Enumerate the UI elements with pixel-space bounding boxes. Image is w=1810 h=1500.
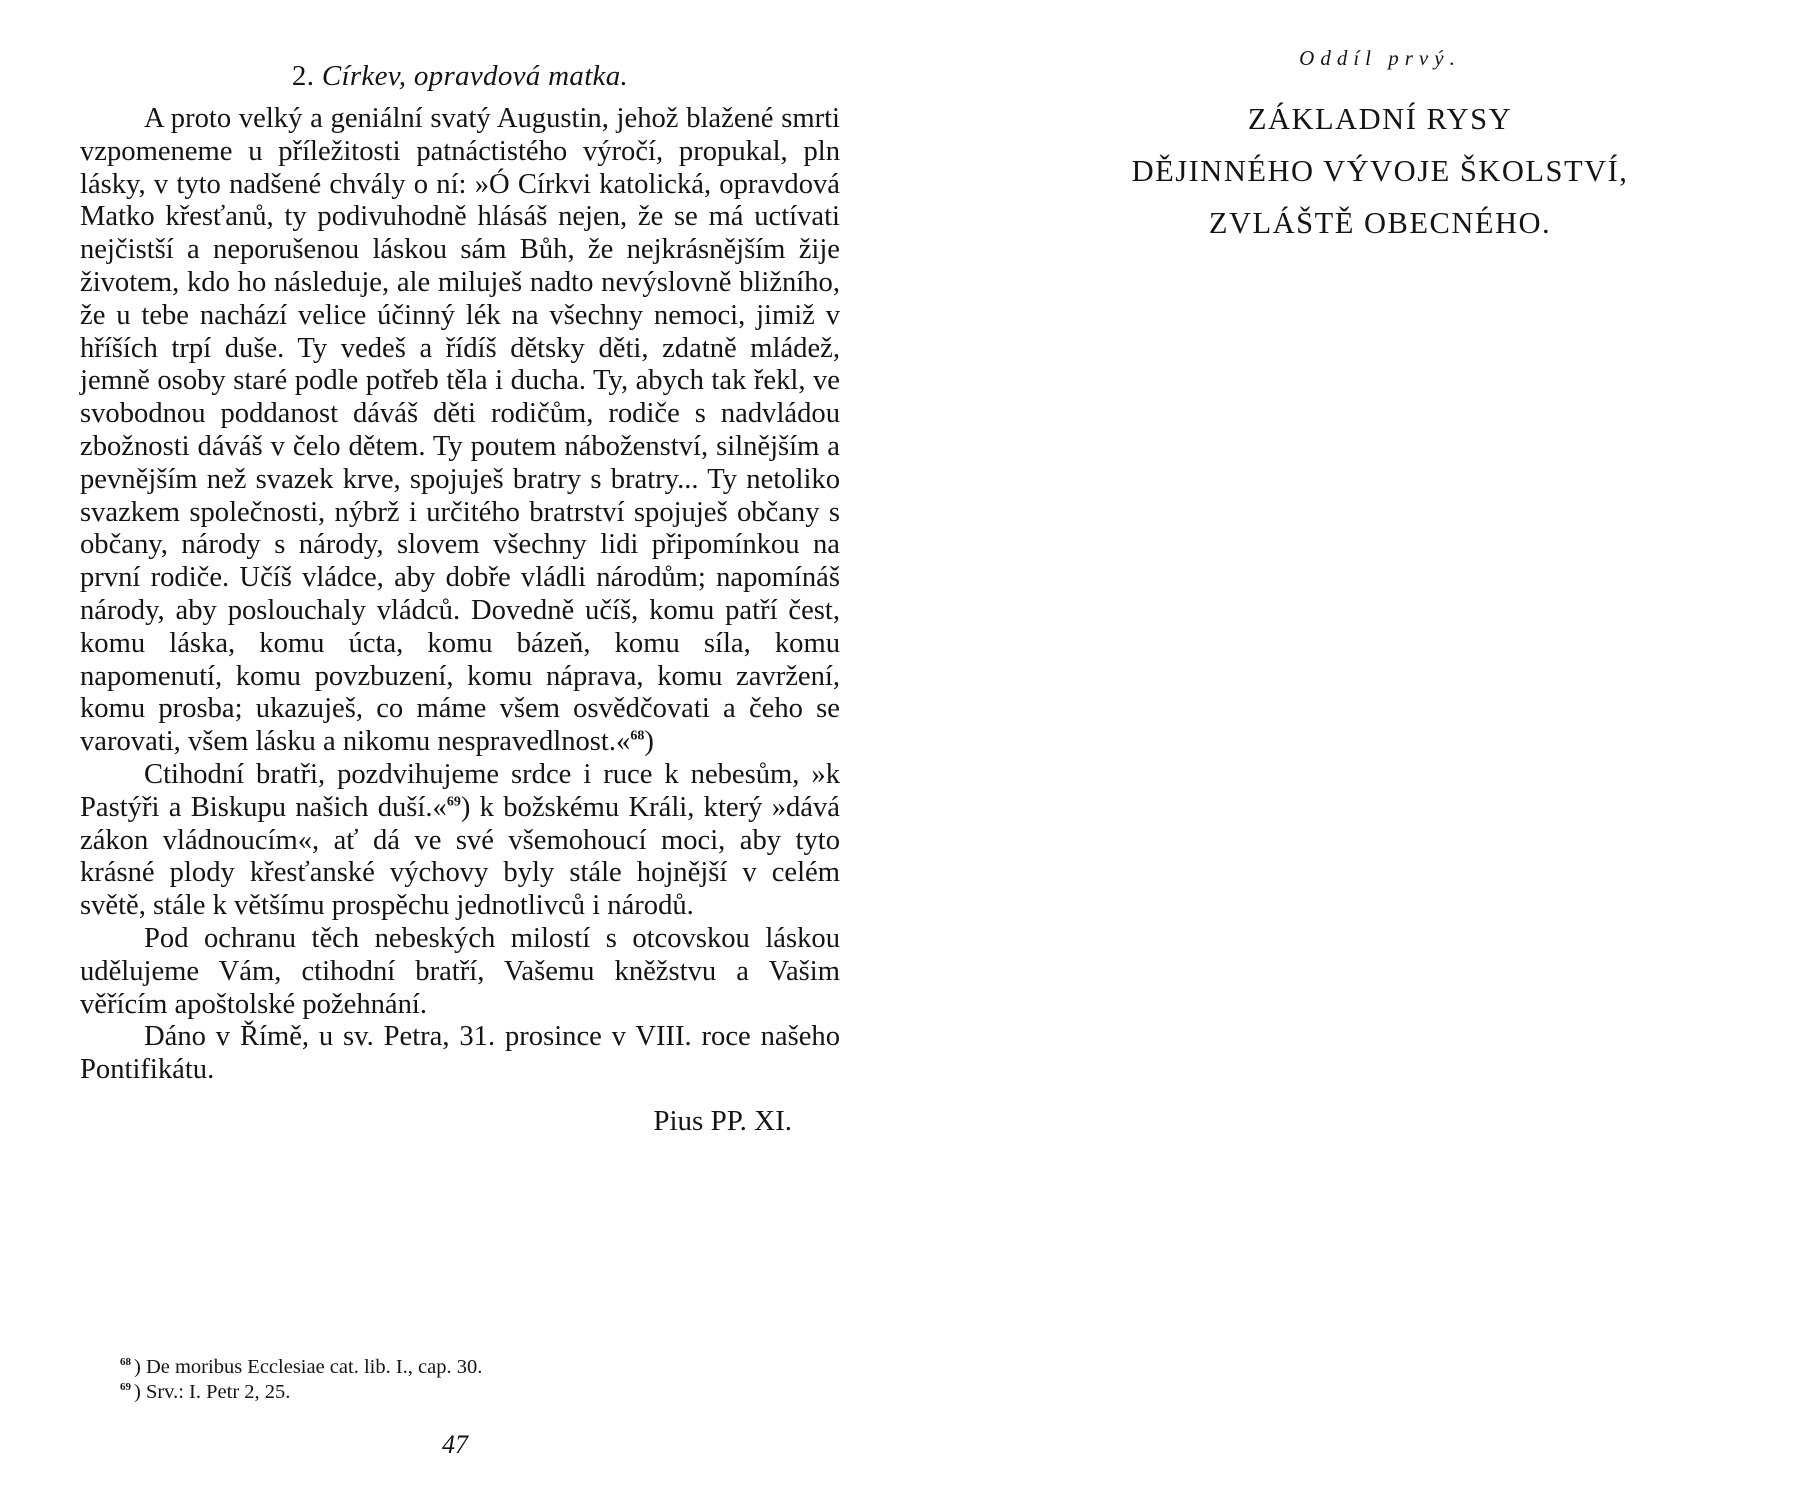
left-page <box>80 60 840 1138</box>
section-title: Církev, opravdová matka. <box>321 60 629 92</box>
paragraph-text-after: ) k božskému Králi, který »dává zákon vládnoucím«, ať dá ve své všemohoucí moci, aby tyto krásné plody křesťanské výchovy byly stále hojnější v celém světě, stále k většímu prospěchu jednotlivců i národů. <box>80 791 840 922</box>
paragraph-text: Dáno v Římě, u sv. Petra, 31. prosince v VIII. roce našeho Pontifikátu. <box>80 1021 840 1086</box>
paragraph-text: A proto velký a geniální svatý Augustin, jehož blažené smrti vzpomeneme u příležitosti patnáctistého výročí, propukal, pln lásky, v tyto nadšené chvály o ní: »Ó Církvi katolická, opravdová Matko křesťanů, ty podivuhodně hlásáš nejen, že se má uctívati nejčistší a neporušenou láskou sám Bůh, že nejkrásnějším žije životem, kdo ho následuje, ale miluješ nadto nevýslovně bližního, že u tebe nachází velice účinný lék na všechny nemoci, jimiž v hříších trpí duše. Ty vedeš a řídíš dětsky děti, zdatně mládež, jemně osoby staré podle potřeb těla i ducha. Ty, abych tak řekl, ve svobodnou poddanost dáváš děti rodičům, rodiče s nadvládou zbožnosti dáváš v čelo dětem. Ty poutem náboženství, silnějším a pevnějším než svazek krve, spojuješ bratry s bratry... Ty netoliko svazkem společnosti, nýbrž i určitého bratrství spojuješ občany s občany, národy s národy, slovem všechny lidi připomínkou na první rodiče. Učíš vládce, aby dobře vládli národům; napomínáš národy, aby poslouchaly vládců. Dovedně učíš, komu patří čest, komu láska, komu úcta, komu bázeň, komu síla, komu napomenutí, komu povzbuzení, komu náprava, komu zavržení, komu prosba; ukazuješ, co máme všem osvědčovati a čeho se varovati, všem lásku a nikomu nespravedlnost.« <box>80 103 840 758</box>
paragraph-text-after: ) <box>644 726 654 758</box>
footnote-text: ) De moribus Ecclesiae cat. lib. I., cap. 30. <box>134 1356 483 1378</box>
section-heading <box>80 60 840 93</box>
footnotes <box>120 1355 820 1405</box>
part-label: Oddíl prvý. <box>1299 46 1461 70</box>
paragraph <box>80 1021 840 1087</box>
footnote-mark: 69 <box>120 1381 131 1394</box>
footnote-ref: 69 <box>446 794 461 810</box>
footnote-mark: 68 <box>120 1356 131 1369</box>
right-page <box>1060 46 1700 249</box>
paragraph <box>80 103 840 759</box>
paragraph-text: Pod ochranu těch nebeských milostí s otcovskou láskou udělujeme Vám, ctihodní bratří, Vašemu kněžstvu a Vašim věřícím apoštolské požehnání. <box>80 922 840 1020</box>
footnote <box>120 1355 820 1380</box>
paragraph-text: Ctihodní bratři, pozdvihujeme srdce i ruce k nebesům, »k Pastýři a Biskupu našich duší.« <box>80 758 840 823</box>
paragraph <box>80 923 840 1021</box>
footnote <box>120 1380 820 1405</box>
chapter-title-line: ZÁKLADNÍ RYSY <box>1247 102 1513 136</box>
paragraph <box>80 759 840 923</box>
page-number: 47 <box>442 1430 468 1459</box>
section-number: 2. <box>291 60 315 92</box>
footnote-text: ) Srv.: I. Petr 2, 25. <box>134 1381 291 1403</box>
chapter-title-line: ZVLÁŠTĚ OBECNÉHO. <box>1208 206 1552 240</box>
footnote-ref: 68 <box>630 728 645 744</box>
chapter-title <box>1060 93 1700 249</box>
signature: Pius PP. XI. <box>653 1104 792 1137</box>
body-text <box>80 103 840 1087</box>
chapter-title-line: DĚJINNÉHO VÝVOJE ŠKOLSTVÍ, <box>1131 154 1629 188</box>
